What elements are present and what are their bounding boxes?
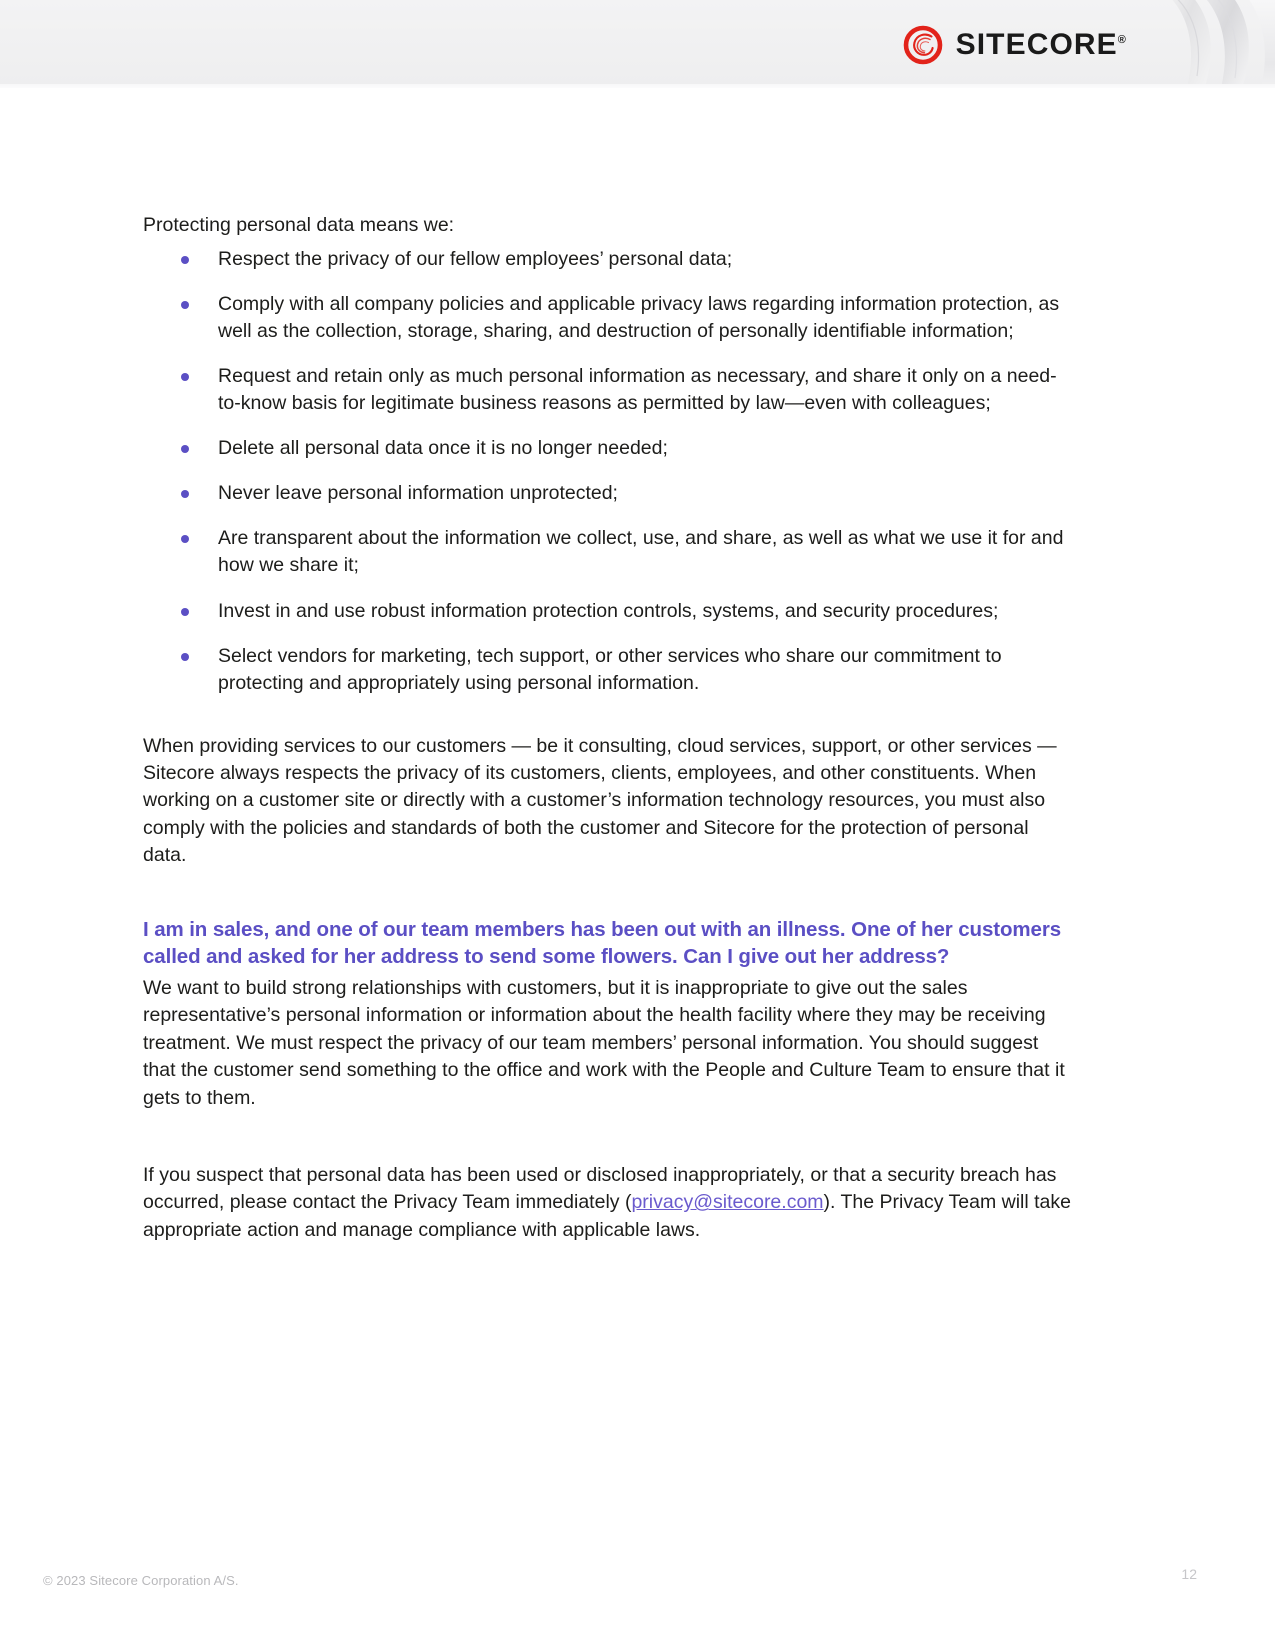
- registered-trademark-icon: ®: [1117, 34, 1127, 46]
- list-item-text: Select vendors for marketing, tech support, or other services who share our commitment to protecting and appropriately using personal information.: [218, 644, 1002, 694]
- bullet-dot-icon: [181, 535, 189, 543]
- list-item-text: Comply with all company policies and applicable privacy laws regarding information protection, as well as the collection, storage, sharing, and destruction of personally identifiable information;: [218, 292, 1060, 342]
- qa-question-heading: I am in sales, and one of our team members has been out with an illness. One of her customers called and asked for her address to send some flowers. Can I give out her address?: [143, 918, 1061, 968]
- footer-copyright: © 2023 Sitecore Corporation A/S.: [43, 1573, 239, 1588]
- bullet-dot-icon: [181, 490, 189, 498]
- sitecore-wordmark-text: SITECORE: [955, 28, 1118, 61]
- closing-text-before-link: If you suspect that personal data has been used or disclosed inappropriately, or that a security breach has occurred, please contact the Privacy Team immediately (: [143, 1164, 1057, 1214]
- list-item-text: Respect the privacy of our fellow employees’ personal data;: [218, 247, 733, 270]
- bullet-dot-icon: [181, 608, 189, 616]
- footer-page-number: 12: [1181, 1566, 1197, 1582]
- list-item-text: Request and retain only as much personal information as necessary, and share it only on a need-to-know basis for legitimate business reasons as permitted by law—even with colleagues;: [218, 364, 1057, 415]
- list-item: [143, 643, 1073, 697]
- bullet-dot-icon: [181, 445, 189, 453]
- bullet-dot-icon: [181, 373, 189, 381]
- bullet-dot-icon: [181, 653, 189, 661]
- sitecore-logo: [903, 24, 1127, 66]
- decorative-swirl-graphic: [1105, 0, 1275, 88]
- qa-answer-paragraph: We want to build strong relationships with customers, but it is inappropriate to give out the sales representative’s personal information or information about the health facility where they may be receiving treatment. We must respect the privacy of our team members’ personal information. You should suggest that the customer send something to the office and work with the People and Culture Team to ensure that it gets to them.: [143, 976, 1065, 1109]
- list-item-text: Delete all personal data once it is no longer needed;: [218, 437, 668, 460]
- page-content: [143, 212, 1073, 1244]
- privacy-email-link[interactable]: privacy@sitecore.com: [631, 1191, 824, 1214]
- services-paragraph: When providing services to our customers — be it consulting, cloud services, support, or other services — Sitecore always respects the privacy of its customers, clients, employees, and other constituents. When working on a customer site or directly with a customer’s information technology resources, you must also comply with the policies and standards of both the customer and Sitecore for the protection of personal data.: [143, 734, 1057, 866]
- sitecore-ring-logo-icon: [903, 25, 943, 65]
- list-item: [143, 246, 1073, 273]
- list-item: [143, 598, 1073, 625]
- list-item: [143, 480, 1073, 507]
- closing-paragraph: [143, 1162, 1073, 1244]
- page-header-band: [0, 0, 1275, 88]
- list-item-text: Are transparent about the information we collect, use, and share, as well as what we use it for and how we share it;: [218, 527, 1064, 577]
- protecting-data-bullet-list: [143, 246, 1073, 697]
- list-item-text: Never leave personal information unprotected;: [218, 482, 618, 505]
- bullet-dot-icon: [181, 256, 189, 264]
- list-item-text: Invest in and use robust information protection controls, systems, and security procedures;: [218, 599, 999, 622]
- lead-paragraph: Protecting personal data means we:: [143, 214, 455, 236]
- list-item: [143, 525, 1073, 579]
- list-item: [143, 435, 1073, 462]
- bullet-dot-icon: [181, 301, 189, 309]
- list-item: [143, 291, 1073, 345]
- closing-text-after-link: ). The Privacy Team will take appropriate action and manage compliance with applicable laws.: [143, 1191, 1071, 1241]
- sitecore-wordmark: [956, 30, 1127, 60]
- list-item: [143, 363, 1073, 417]
